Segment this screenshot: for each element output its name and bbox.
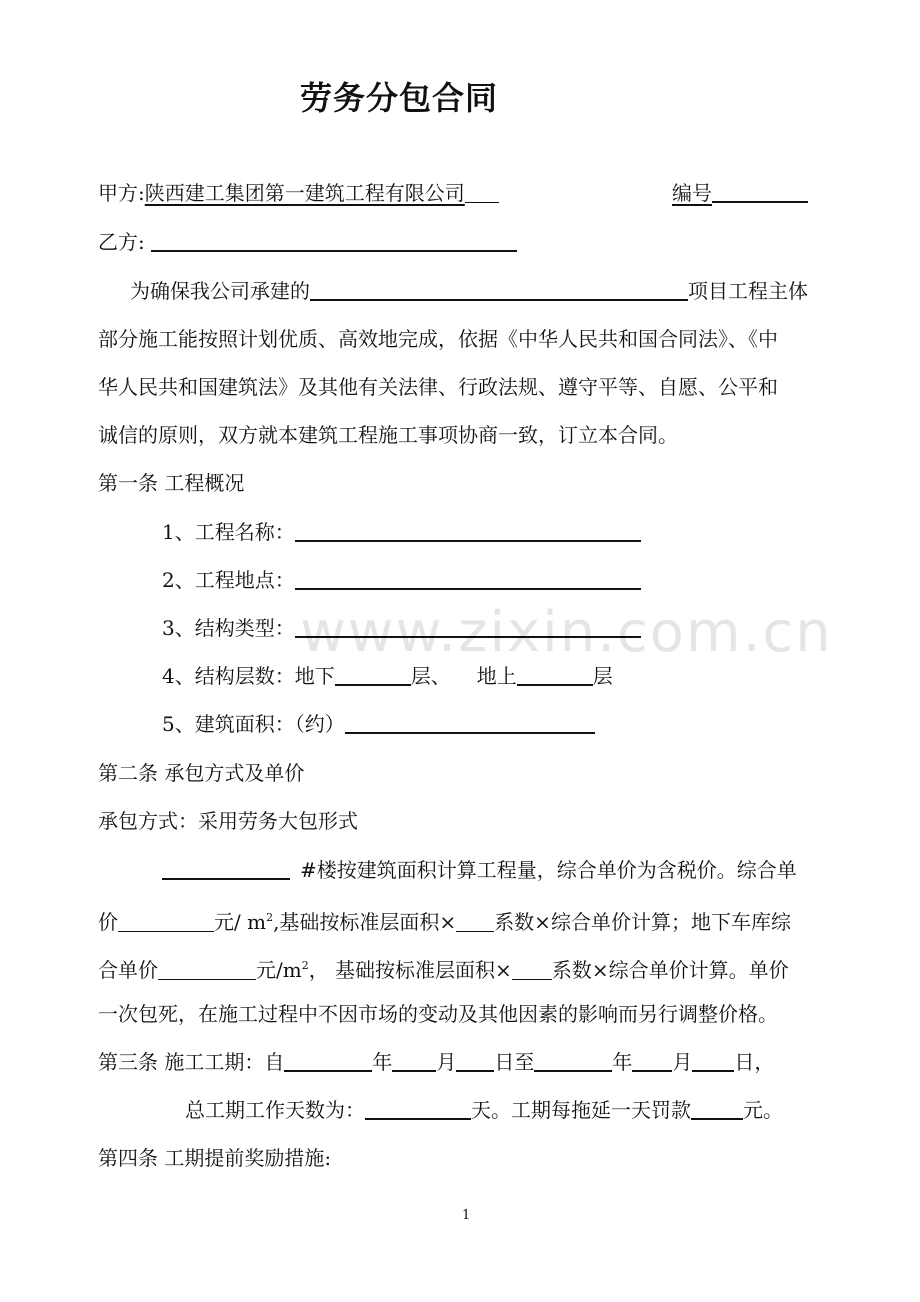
- paragraph-text: 合单价: [98, 958, 158, 982]
- party-a-line: [98, 178, 499, 208]
- date-unit: 日，: [734, 1050, 775, 1074]
- item-label: 4、结构层数：: [162, 664, 295, 688]
- party-b-blank: [151, 228, 517, 252]
- item-project-name: [162, 517, 641, 547]
- floor-unit: 层: [592, 664, 613, 688]
- paragraph-text: 系数×综合单价计算；地下车库综: [494, 910, 791, 934]
- party-a-blank: [465, 180, 499, 203]
- paragraph-text: ,基础按标准层面积×: [273, 910, 457, 934]
- end-day-field: [692, 1048, 734, 1072]
- date-unit: 年: [372, 1050, 393, 1074]
- unit-price-line-4: 一次包死，在施工过程中不因市场的变动及其他因素的影响而另行调整价格。: [98, 1002, 778, 1026]
- above-ground-floors-field: [517, 662, 593, 686]
- intro-line-2: 部分施工能按照计划优质、高效地完成，依据《中华人民共和国合同法》、《中: [98, 327, 778, 351]
- article-3-line: [98, 1047, 774, 1077]
- intro-text: 为确保我公司承建的: [130, 279, 310, 303]
- unit-price-field: [118, 909, 214, 932]
- article-3-total: [185, 1095, 783, 1125]
- above-ground-label: 地上: [476, 664, 517, 688]
- article-4-heading: 第四条 工期提前奖励措施:: [98, 1146, 332, 1170]
- end-year-field: [534, 1048, 612, 1072]
- project-name-blank: [310, 277, 688, 301]
- article-3-heading: 第三条 施工工期：自: [98, 1050, 285, 1074]
- project-location-field: [295, 566, 641, 590]
- building-area-field: [345, 710, 595, 734]
- date-unit: 月: [436, 1050, 457, 1074]
- number-label: 编号: [672, 181, 712, 205]
- party-a-label: 甲方:: [98, 181, 145, 205]
- total-days-label: 总工期工作天数为：: [185, 1098, 365, 1122]
- party-a-name: 陕西建工集团第一建筑工程有限公司: [144, 181, 465, 205]
- paragraph-text: 系数×综合单价计算。单价: [551, 958, 789, 982]
- party-b-label: 乙方:: [98, 230, 145, 254]
- delay-penalty-text: 天。工期每拖延一天罚款: [471, 1098, 691, 1122]
- unit-price-line-3: [98, 951, 789, 985]
- building-number-field: [162, 856, 290, 880]
- contract-method: 承包方式：采用劳务大包形式: [98, 809, 358, 833]
- underground-floors-field: [335, 662, 411, 686]
- unit-price-line-1: [162, 855, 797, 885]
- watermark: www.zixin.com.cn: [300, 600, 833, 665]
- total-days-field: [365, 1096, 471, 1120]
- paragraph-text: 元/ m: [214, 910, 267, 934]
- intro-text: 项目工程主体: [688, 279, 808, 303]
- project-name-field: [295, 518, 641, 542]
- article-2-heading: 第二条 承包方式及单价: [98, 761, 305, 785]
- item-label: 1、工程名称：: [162, 520, 295, 544]
- item-project-location: [162, 565, 641, 595]
- item-label: 5、建筑面积：（约）: [162, 712, 345, 736]
- garage-unit-price-field: [158, 957, 256, 980]
- intro-line-3: 华人民共和国建筑法》及其他有关法律、行政法规、遵守平等、自愿、公平和: [98, 375, 778, 399]
- paragraph-text: #楼按建筑面积计算工程量，综合单价为含税价。综合单: [300, 858, 797, 882]
- underground-label: 地下: [294, 664, 335, 688]
- paragraph-text: 价: [98, 910, 118, 934]
- page-number: 1: [462, 1208, 471, 1223]
- superscript: 2: [266, 911, 274, 924]
- paragraph-text: 元/m: [256, 958, 302, 982]
- intro-line-1: [130, 276, 808, 306]
- date-unit: 日至: [494, 1050, 535, 1074]
- floor-unit: 层、: [410, 664, 451, 688]
- article-1-heading: 第一条 工程概况: [98, 471, 245, 495]
- item-label: 2、工程地点：: [162, 568, 295, 592]
- start-day-field: [456, 1048, 494, 1072]
- paragraph-text: ， 基础按标准层面积×: [308, 958, 512, 982]
- penalty-amount-field: [691, 1096, 743, 1120]
- date-unit: 年: [612, 1050, 633, 1074]
- intro-line-4: 诚信的原则，双方就本建筑工程施工事项协商一致，订立本合同。: [98, 423, 678, 447]
- coefficient-field: [456, 909, 494, 932]
- start-month-field: [392, 1048, 436, 1072]
- item-building-area: [162, 709, 595, 739]
- item-floors: [162, 661, 613, 691]
- date-unit: 月: [672, 1050, 693, 1074]
- unit-price-line-2: [98, 903, 791, 937]
- currency-unit: 元。: [743, 1098, 783, 1122]
- page-title: 劳务分包合同: [300, 79, 499, 117]
- item-label: 3、结构类型：: [162, 616, 295, 640]
- end-month-field: [632, 1048, 672, 1072]
- contract-number: [672, 178, 808, 208]
- party-b-line: [98, 227, 517, 257]
- start-year-field: [284, 1048, 372, 1072]
- superscript: 2: [301, 959, 309, 972]
- number-blank: [712, 179, 808, 203]
- garage-coefficient-field: [512, 957, 552, 980]
